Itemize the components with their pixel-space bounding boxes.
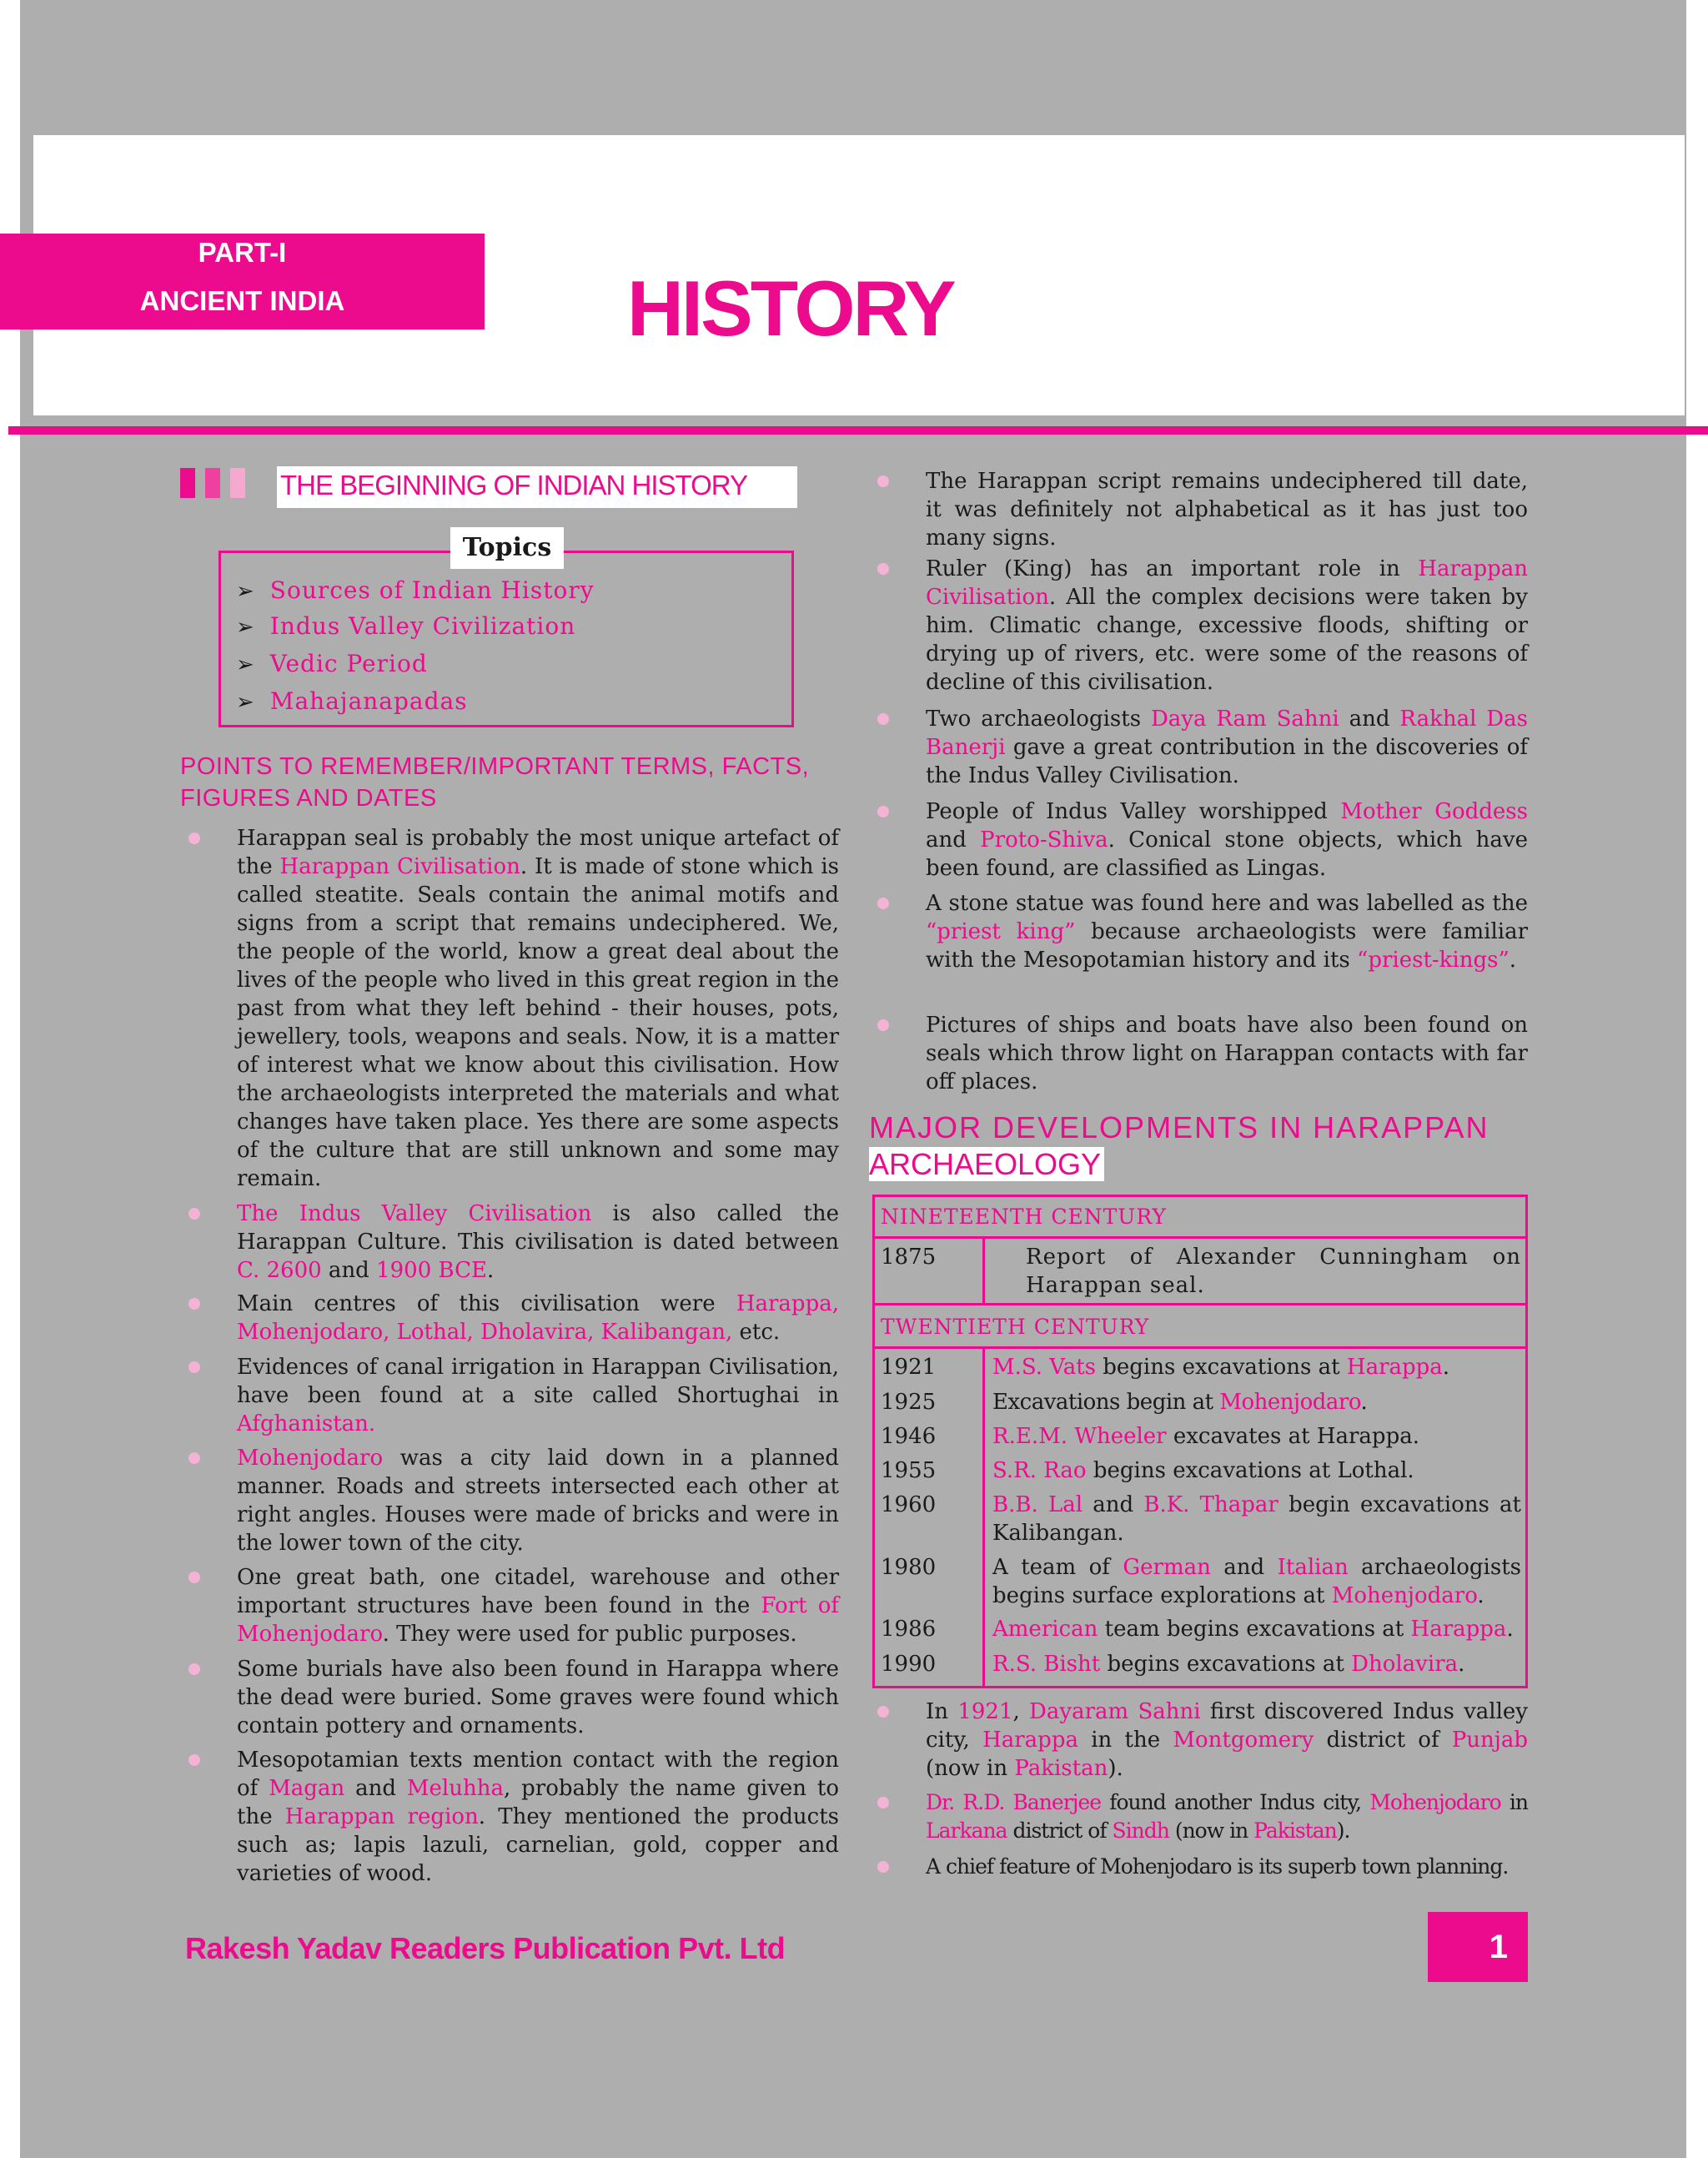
bullet-point: Main centres of this civilisation were Harappa, Mohenjodaro, Lothal, Dholavira, Kalibangan, etc. [237, 1291, 839, 1345]
topic-item: ➢ Mahajanapadas [236, 687, 468, 715]
bullet-point: One great bath, one citadel, warehouse and other important structures have been found in the Fort of Mohenjodaro. They were used for public purposes. [237, 1565, 839, 1647]
publisher-footer: Rakesh Yadav Readers Publication Pvt. Ltd [185, 1931, 786, 1965]
table-rule [872, 1236, 1528, 1239]
timeline-event: S.R. Rao begins excavations at Lothal. [992, 1458, 1414, 1483]
bullet-point: Pictures of ships and boats have also been found on seals which throw light on Harappan contacts with far off places. [926, 1013, 1528, 1094]
bullet-point: Some burials have also been found in Harappa where the dead were buried. Some graves were found which contain pottery and ornaments. [237, 1657, 839, 1738]
bullet-point: A chief feature of Mohenjodaro is its superb town planning. [926, 1853, 1528, 1881]
topics-label: Topics [450, 527, 564, 569]
century-label: TWENTIETH CENTURY [881, 1315, 1150, 1339]
timeline-year: 1990 [881, 1652, 937, 1677]
timeline-event: A team of German and Italian archaeologists begins surface explorations at Mohenjodaro. [992, 1555, 1522, 1608]
timeline-year: 1986 [881, 1617, 937, 1642]
bullet-point: In 1921, Dayaram Sahni first discovered Indus valley city, Harappa in the Montgomery district of Punjab (now in Pakistan). [926, 1699, 1529, 1781]
timeline-event: Report of Alexander Cunningham on Harappan seal. [1026, 1245, 1521, 1298]
part-label: PART-I [198, 237, 287, 268]
timeline-year: 1875 [881, 1245, 937, 1270]
timeline-event: American team begins excavations at Harappa. [992, 1617, 1514, 1642]
timeline-year: 1955 [881, 1458, 937, 1483]
page-number: 1 [1428, 1912, 1528, 1982]
timeline-event: M.S. Vats begins excavations at Harappa. [992, 1355, 1450, 1380]
timeline-year: 1960 [881, 1492, 937, 1517]
timeline-event: R.E.M. Wheeler excavates at Harappa. [992, 1424, 1419, 1449]
major-developments-heading: MAJOR DEVELOPMENTS IN HARAPPAN ARCHAEOLOGY [869, 1110, 1489, 1181]
bullet-point: Mohenjodaro was a city laid down in a planned manner. Roads and streets intersected each other at right angles. Houses were made of bricks and were in the lower town of the city. [237, 1446, 839, 1556]
topic-item: ➢ Sources of Indian History [236, 576, 595, 604]
bullet-point: Dr. R.D. Banerjee found another Indus city, Mohenjodaro in Larkana district of Sindh (now in Pakistan). [926, 1788, 1528, 1845]
bullet-point: The Harappan script remains undeciphered till date, it was definitely not alphabetical as it has just too many signs. [926, 469, 1528, 551]
table-rule [872, 1346, 1528, 1349]
timeline-year: 1946 [881, 1424, 937, 1449]
table-rule [982, 1346, 985, 1688]
bullet-point: The Indus Valley Civilisation is also called the Harappan Culture. This civilisation is dated between C. 2600 and 1900 BCE. [237, 1201, 839, 1283]
bullet-point: Ruler (King) has an important role in Harappan Civilisation. All the complex decisions were taken by him. Climatic change, excessive floods, shifting or drying up of rivers, etc. were some of the reasons of decline of this civilisation. [926, 556, 1528, 695]
century-label: NINETEENTH CENTURY [881, 1205, 1167, 1229]
timeline-event: R.S. Bisht begins excavations at Dholavira. [992, 1652, 1465, 1677]
bullet-point: A stone statue was found here and was labelled as the “priest king” because archaeologists were familiar with the Mesopotamian history and its “priest-kings”. [926, 891, 1529, 973]
topic-item: ➢ Vedic Period [236, 650, 428, 677]
bullet-point: Two archaeologists Daya Ram Sahni and Rakhal Das Banerji gave a great contribution in the discoveries of the Indus Valley Civilisation. [926, 707, 1528, 788]
timeline-event: B.B. Lal and B.K. Thapar begin excavations at Kalibangan. [992, 1492, 1521, 1546]
table-rule [872, 1303, 1528, 1305]
arrow-icon: ➢ [236, 690, 255, 715]
arrow-icon: ➢ [236, 615, 255, 640]
timeline-year: 1980 [881, 1555, 937, 1580]
header-divider [8, 426, 1708, 435]
subject-area-label: ANCIENT INDIA [139, 285, 345, 316]
table-rule [982, 1236, 985, 1305]
bullet-point: Evidences of canal irrigation in Harappan Civilisation, have been found at a site called Shortughai in Afghanistan. [237, 1355, 839, 1436]
bullet-point: Harappan seal is probably the most unique artefact of the Harappan Civilisation. It is made of stone which is called steatite. Seals contain the animal motifs and signs from a script that remains undeciphered. We, the people of the world, know a great deal about the lives of the people who lived in this great region in the past from what they left behind - their houses, pots, jewellery, tools, weapons and seals. Now, it is a matter of interest what we know about this civilisation. How the archaeologists interpreted the materials and what changes have taken place. Yes there are some aspects of the culture that are still unknown and some may remain. [237, 826, 839, 1191]
section-title: THE BEGINNING OF INDIAN HISTORY [277, 466, 797, 508]
timeline-year: 1921 [881, 1355, 937, 1380]
points-heading: POINTS TO REMEMBER/IMPORTANT TERMS, FACTS, FIGURES AND DATES [180, 753, 810, 812]
section-bars-icon [180, 468, 255, 498]
timeline-year: 1925 [881, 1390, 937, 1415]
arrow-icon: ➢ [236, 652, 255, 677]
page-title: HISTORY [627, 264, 954, 352]
timeline-event: Excavations begin at Mohenjodaro. [992, 1390, 1368, 1415]
part-label-box [0, 234, 485, 329]
bullet-point: Mesopotamian texts mention contact with the region of Magan and Meluhha, probably the name given to the Harappan region. They mentioned the products such as; lapis lazuli, carnelian, gold, copper and varieties of wood. [237, 1748, 840, 1886]
arrow-icon: ➢ [236, 579, 255, 604]
bullet-point: People of Indus Valley worshipped Mother Goddess and Proto-Shiva. Conical stone objects, which have been found, are classified as Lingas. [926, 799, 1528, 881]
topic-item: ➢ Indus Valley Civilization [236, 612, 576, 640]
